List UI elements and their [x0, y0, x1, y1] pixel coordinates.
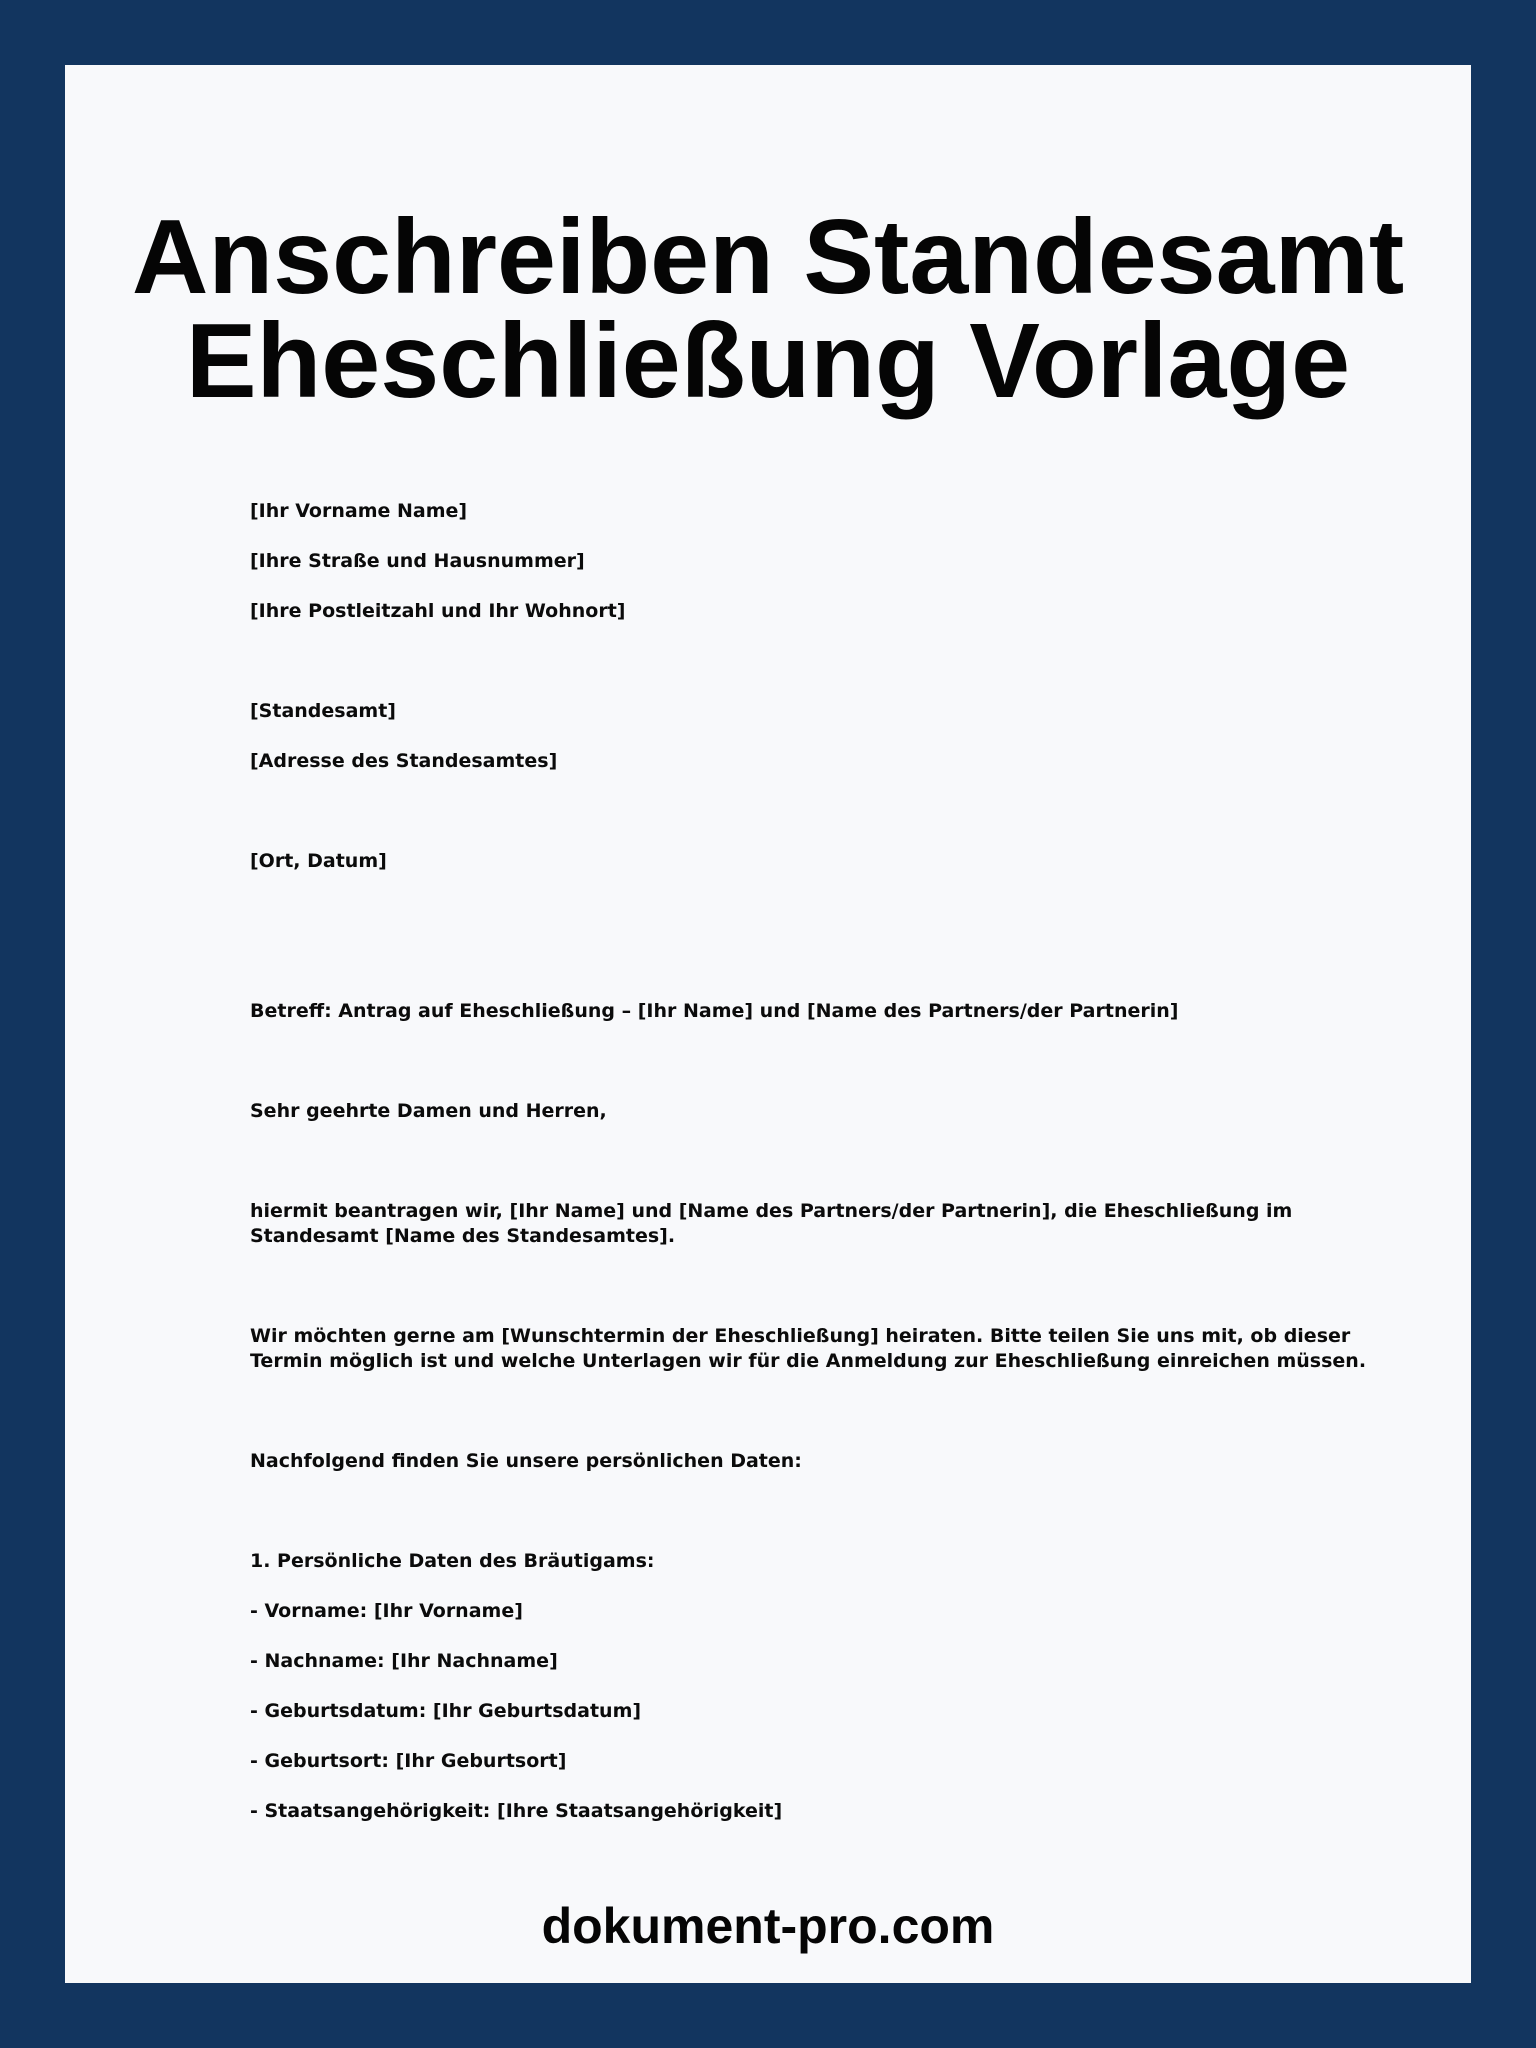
groom-birth-date: - Geburtsdatum: [Ihr Geburtsdatum]: [250, 1700, 642, 1722]
paragraph-application-line-1: hiermit beantragen wir, [Ihr Name] und [Name des Partners/der Partnerin], die Eheschließung im: [250, 1200, 1293, 1222]
groom-section-heading: 1. Persönliche Daten des Bräutigams:: [250, 1550, 655, 1572]
data-intro: Nachfolgend finden Sie unsere persönlichen Daten:: [250, 1450, 802, 1472]
groom-birth-place: - Geburtsort: [Ihr Geburtsort]: [250, 1750, 567, 1772]
recipient-address: [Adresse des Standesamtes]: [250, 750, 558, 772]
title-line-1: Anschreiben Standesamt: [131, 198, 1405, 316]
sender-city: [Ihre Postleitzahl und Ihr Wohnort]: [250, 600, 626, 622]
paragraph-application: [250, 1199, 1293, 1249]
document-page: [65, 65, 1471, 1983]
sender-street: [Ihre Straße und Hausnummer]: [250, 550, 585, 572]
subject-line: Betreff: Antrag auf Eheschließung – [Ihr Name] und [Name des Partners/der Partnerin]: [250, 1000, 1179, 1022]
paragraph-date-request: [250, 1324, 1367, 1374]
document-title: [65, 198, 1471, 420]
footer-site-name: dokument-pro.com: [541, 1898, 995, 1954]
title-line-2: Eheschließung Vorlage: [185, 302, 1351, 420]
salutation: Sehr geehrte Damen und Herren,: [250, 1100, 607, 1122]
groom-first-name: - Vorname: [Ihr Vorname]: [250, 1600, 523, 1622]
groom-last-name: - Nachname: [Ihr Nachname]: [250, 1650, 558, 1672]
paragraph-application-line-2: Standesamt [Name des Standesamtes].: [250, 1225, 676, 1247]
paragraph-date-request-line-2: Termin möglich ist und welche Unterlagen wir für die Anmeldung zur Eheschließung einreichen müssen.: [250, 1350, 1367, 1372]
groom-nationality: - Staatsangehörigkeit: [Ihre Staatsangehörigkeit]: [250, 1800, 783, 1822]
recipient-office: [Standesamt]: [250, 700, 396, 722]
paragraph-date-request-line-1: Wir möchten gerne am [Wunschtermin der Eheschließung] heiraten. Bitte teilen Sie uns mit, ob dieser: [250, 1325, 1351, 1347]
sender-name: [Ihr Vorname Name]: [250, 500, 468, 522]
place-date: [Ort, Datum]: [250, 850, 387, 872]
